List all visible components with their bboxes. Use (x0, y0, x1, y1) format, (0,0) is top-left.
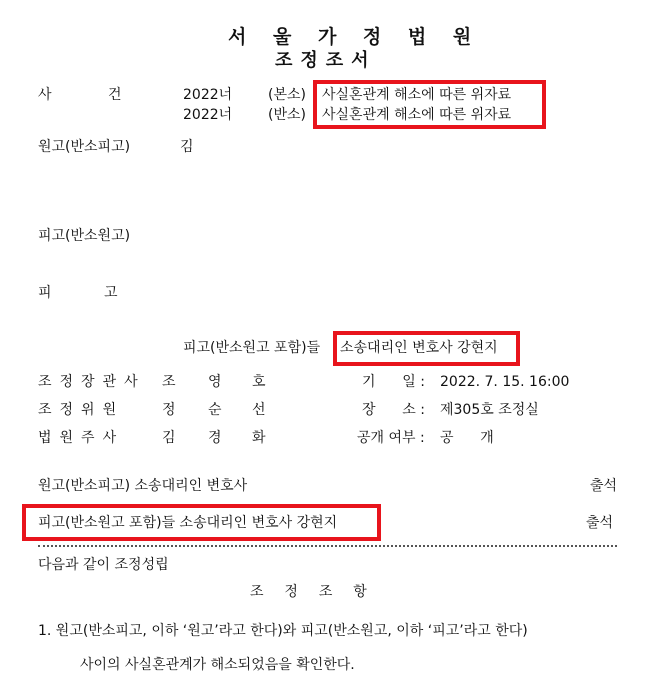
highlight-box (333, 331, 520, 366)
plaintiff-name: 김 (180, 139, 194, 155)
official-name: 호 (252, 374, 266, 390)
case-label-2: 건 (108, 87, 122, 103)
official-name: 김 (162, 430, 176, 446)
court-name: 서 울 가 정 법 원 (228, 26, 482, 48)
document-title: 조정조서 (275, 50, 377, 71)
defendant2-label-1: 피 (38, 285, 52, 301)
attendance-text: 피고(반소원고 포함)들 소송대리인 변호사 강현지 (38, 515, 338, 531)
date-value: 2022. 7. 15. 16:00 (440, 374, 570, 390)
official-name: 영 (208, 374, 222, 390)
official-role: 조정위원 (38, 402, 125, 418)
official-name: 정 (162, 402, 176, 418)
dotted-divider (38, 545, 617, 547)
case-number: 2022너 (183, 107, 233, 123)
counsel-name: 소송대리인 변호사 강현지 (340, 340, 498, 356)
case-type: (본소) (268, 87, 306, 103)
item-1-line-2: 사이의 사실혼관계가 해소되었음을 확인한다. (80, 657, 355, 673)
attendance-status: 출석 (586, 515, 614, 531)
place-label: 장 소 : (362, 402, 425, 418)
official-role: 조정장관사 (38, 374, 146, 390)
section-title: 조 정 조 항 (250, 584, 371, 600)
defendant2-label-2: 고 (104, 285, 118, 301)
official-name: 경 (208, 430, 222, 446)
plaintiff-label: 원고(반소피고) (38, 139, 131, 155)
attendance-text: 원고(반소피고) 소송대리인 변호사 (38, 478, 248, 494)
date-label: 기 일 : (362, 374, 425, 390)
official-name: 화 (252, 430, 266, 446)
public-label: 공개 여부 : (357, 430, 425, 446)
item-1-line-1: 1. 원고(반소피고, 이하 ‘원고’라고 한다)와 피고(반소원고, 이하 ‘피고’라고 한다) (38, 623, 528, 639)
intro-text: 다음과 같이 조정성립 (38, 557, 169, 573)
highlight-box (22, 504, 381, 541)
case-label-1: 사 (38, 87, 52, 103)
official-name: 선 (252, 402, 266, 418)
counsel-prefix: 피고(반소원고 포함)들 (183, 340, 321, 356)
case-type: (반소) (268, 107, 306, 123)
highlight-box (313, 80, 546, 129)
defendant-label: 피고(반소원고) (38, 228, 131, 244)
official-name: 조 (162, 374, 176, 390)
place-value: 제305호 조정실 (440, 402, 539, 418)
case-name: 사실혼관계 해소에 따른 위자료 (322, 107, 512, 123)
attendance-status: 출석 (590, 478, 618, 494)
official-role: 법원주사 (38, 430, 125, 446)
case-number: 2022너 (183, 87, 233, 103)
case-name: 사실혼관계 해소에 따른 위자료 (322, 87, 512, 103)
public-value: 공 개 (440, 430, 494, 446)
official-name: 순 (208, 402, 222, 418)
